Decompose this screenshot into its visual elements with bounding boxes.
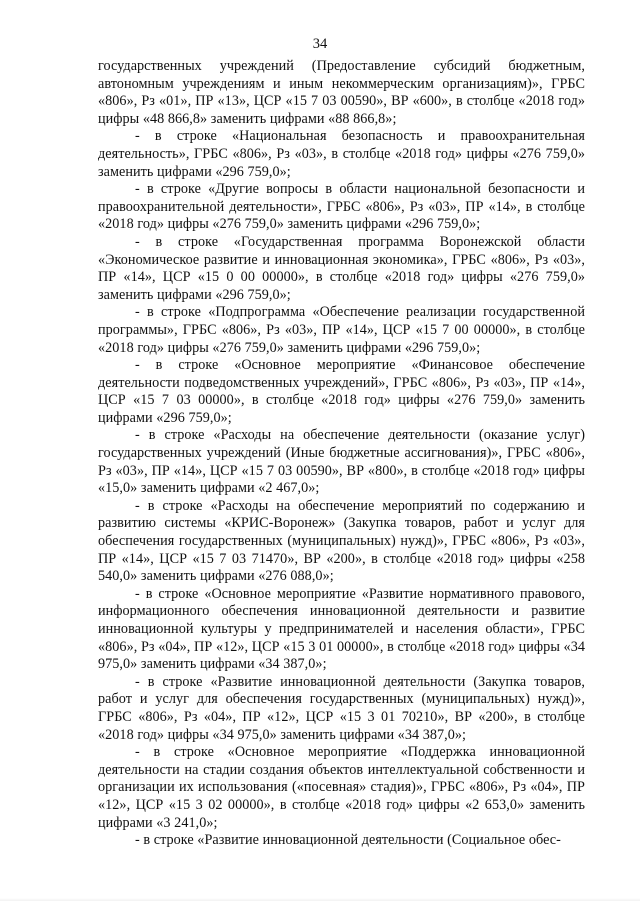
- paragraph: - в строке «Основное мероприятие «Финансовое обеспечение деятельности подведомственных учреждений», ГРБС «806», Рз «03», ПР «14», ЦСР «15 7 03 00000», в столбце «2018 год» цифры «276 759,0» заменить цифрами «296 759,0»;: [98, 357, 585, 426]
- paragraph: - в строке «Развитие инновационной деятельности (Закупка товаров, работ и услуг для обеспечения государственных (муниципальных) нужд)», ГРБС «806», Рз «04», ПР «12», ЦСР «15 3 01 70210», ВР «200», в столбце «2018 год» цифры «34 975,0» заменить цифрами «34 387,0»;: [98, 673, 585, 743]
- paragraph: - в строке «Развитие инновационной деятельности (Социальное обес-: [135, 832, 561, 849]
- document-body: [98, 58, 585, 850]
- paragraph: - в строке «Основное мероприятие «Развитие нормативного правового, информационного обеспечения инновационной деятельности и развитие инновационной культуры у предпринимателей и населения области», ГРБС «806», Рз «04», ПР «12», ЦСР «15 3 01 00000», в столбце «2018 год» цифры «34 975,0» заменить цифрами «34 387,0»;: [98, 585, 585, 673]
- paragraph: - в строке «Подпрограмма «Обеспечение реализации государственной программы», ГРБС «806», Рз «03», ПР «14», ЦСР «15 7 00 00000», в столбце «2018 год» цифры «276 759,0» заменить цифрами «296 759,0»;: [98, 304, 585, 356]
- paragraph: - в строке «Государственная программа Воронежской области «Экономическое развитие и инновационная экономика», ГРБС «806», Рз «03», ПР «14», ЦСР «15 0 00 00000», в столбце «2018 год» цифры «276 759,0» заменить цифрами «296 759,0»;: [98, 233, 585, 303]
- paragraph: - в строке «Другие вопросы в области национальной безопасности и правоохранительной деятельности», ГРБС «806», Рз «03», ПР «14», в столбце «2018 год» цифры «276 759,0» заменить цифрами «296 759,0»;: [98, 181, 585, 233]
- paragraph: - в строке «Расходы на обеспечение мероприятий по содержанию и развитию системы «КРИС-Воронеж» (Закупка товаров, работ и услуг для обеспечения государственных (муниципальных) нужд)», ГРБС «806», Рз «03», ПР «14», ЦСР «15 7 03 71470», ВР «200», в столбце «2018 год» цифры «258 540,0» заменить цифрами «276 088,0»;: [98, 497, 585, 585]
- paragraph: государственных учреждений (Предоставление субсидий бюджетным, автономным учреждениям и иным некоммерческим организациям)», ГРБС «806», Рз «01», ПР «13», ЦСР «15 7 03 00590», ВР «600», в столбце «2018 год» цифры «48 866,8» заменить цифрами «88 866,8»;: [98, 58, 585, 127]
- page-number: 34: [312, 36, 328, 52]
- paragraph: - в строке «Расходы на обеспечение деятельности (оказание услуг) государственных учреждений (Иные бюджетные ассигнования)», ГРБС «806», Рз «03», ПР «14», ЦСР «15 7 03 00590», ВР «800», в столбце «2018 год» цифры «15,0» заменить цифрами «2 467,0»;: [98, 427, 585, 497]
- paragraph: - в строке «Национальная безопасность и правоохранительная деятельность», ГРБС «806», Рз «03», в столбце «2018 год» цифры «276 759,0» заменить цифрами «296 759,0»;: [98, 128, 585, 180]
- paragraph: - в строке «Основное мероприятие «Поддержка инновационной деятельности на стадии создания объектов интеллектуальной собственности и организации их использования («посевная» стадия)», ГРБС «806», Рз «04», ПР «12», ЦСР «15 3 02 00000», в столбце «2018 год» цифры «2 653,0» заменить цифрами «3 241,0»;: [98, 744, 585, 831]
